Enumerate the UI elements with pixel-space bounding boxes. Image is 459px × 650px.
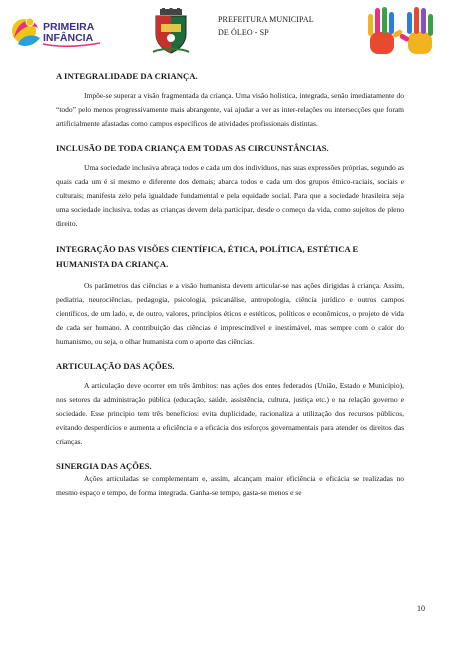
- section-title-inclusao: INCLUSÃO DE TODA CRIANÇA EM TODAS AS CIRCUNSTÂNCIAS.: [56, 142, 329, 153]
- primeira-infancia-logo: [8, 8, 120, 54]
- section-body-integralidade: Impõe-se superar a visão fragmentada da criança. Uma visão holística, integrada, senão imediatamente do “todo” pelo menos progressivamente mais abrangente, vai ajudar a ver as inter-relações ou intersecções que foram artificialmente afastadas como campos específicos de atividades profissionais distintas.: [56, 91, 404, 129]
- header-line-1: PREFEITURA MUNICIPAL: [218, 15, 314, 24]
- section-title-sinergia: SINERGIA DAS AÇÕES.: [56, 460, 152, 471]
- document-body: [56, 70, 404, 500]
- section-body-sinergia: Ações articuladas se complementam e, assim, alcançam maior eficiência e eficácia se realizadas no mesmo espaço e tempo, de forma integrada. Ganha-se tempo, gasta-se menos e se: [56, 473, 404, 497]
- section-body-inclusao: Uma sociedade inclusiva abraça todos e cada um dos indivíduos, nas suas expressões próprias, segundo as quais cada um é si mesmo e diferente dos demais; abarca todos e cada um dos grupos étnico-raciais, sociais e culturais; manifesta zelo pela igualdade fundamental e pela equidade social. Para que a sociedade brasileira seja uma sociedade inclusiva, todas as crianças devem dela participar, desde o começo da vida, como sujeitos de pleno direito.: [56, 162, 404, 229]
- header-title: [218, 14, 314, 39]
- painted-hands-icon: [356, 4, 448, 62]
- section-title-integracao: INTEGRAÇÃO DAS VISÕES CIENTÍFICA, ÉTICA, POLÍTICA, ESTÉTICA E HUMANISTA DA CRIANÇA.: [56, 243, 359, 269]
- section-body-integracao: Os parâmetros das ciências e a visão humanista devem articular-se nas ações dirigidas à criança. Assim, pediatria, neurociências, pedagogia, psicologia, psicanálise, antropologia, ciência jurídico e outros campos científicos, de um lado, e, de outro, valores, princípios éticos e estéticos, políticos e econômicos, o projeto de vida de cada ser humano. A contribuição das ciências é imprescindível e inestimável, mas sempre com o calor do humanismo, ou seja, o olhar humanista com o aporte das ciências.: [56, 280, 404, 347]
- municipal-crest-icon: [152, 8, 190, 56]
- header-line-2: DE ÓLEO - SP: [218, 27, 269, 37]
- page-number: 10: [417, 604, 425, 613]
- logo-text-primeira: PRIMEIRA: [43, 21, 95, 33]
- section-body-articulacao: A articulação deve ocorrer em três âmbitos: nas ações dos entes federados (União, Estado e Município), nos setores da administração pública (educação, saúde, assistência, cultura, justiça etc.) e na relação governo e sociedade. Esse princípio tem três benefícios: evita duplicidade, racionaliza a utilização dos recursos públicos, evitando desperdícios e aumenta a eficiência e a eficácia dos esforços governamentais para atender os direitos das crianças.: [56, 380, 404, 447]
- section-title-integralidade: A INTEGRALIDADE DA CRIANÇA.: [56, 71, 198, 81]
- logo-text-infancia: INFÂNCIA: [43, 32, 94, 44]
- section-title-articulacao: ARTICULAÇÃO DAS AÇÕES.: [56, 360, 175, 371]
